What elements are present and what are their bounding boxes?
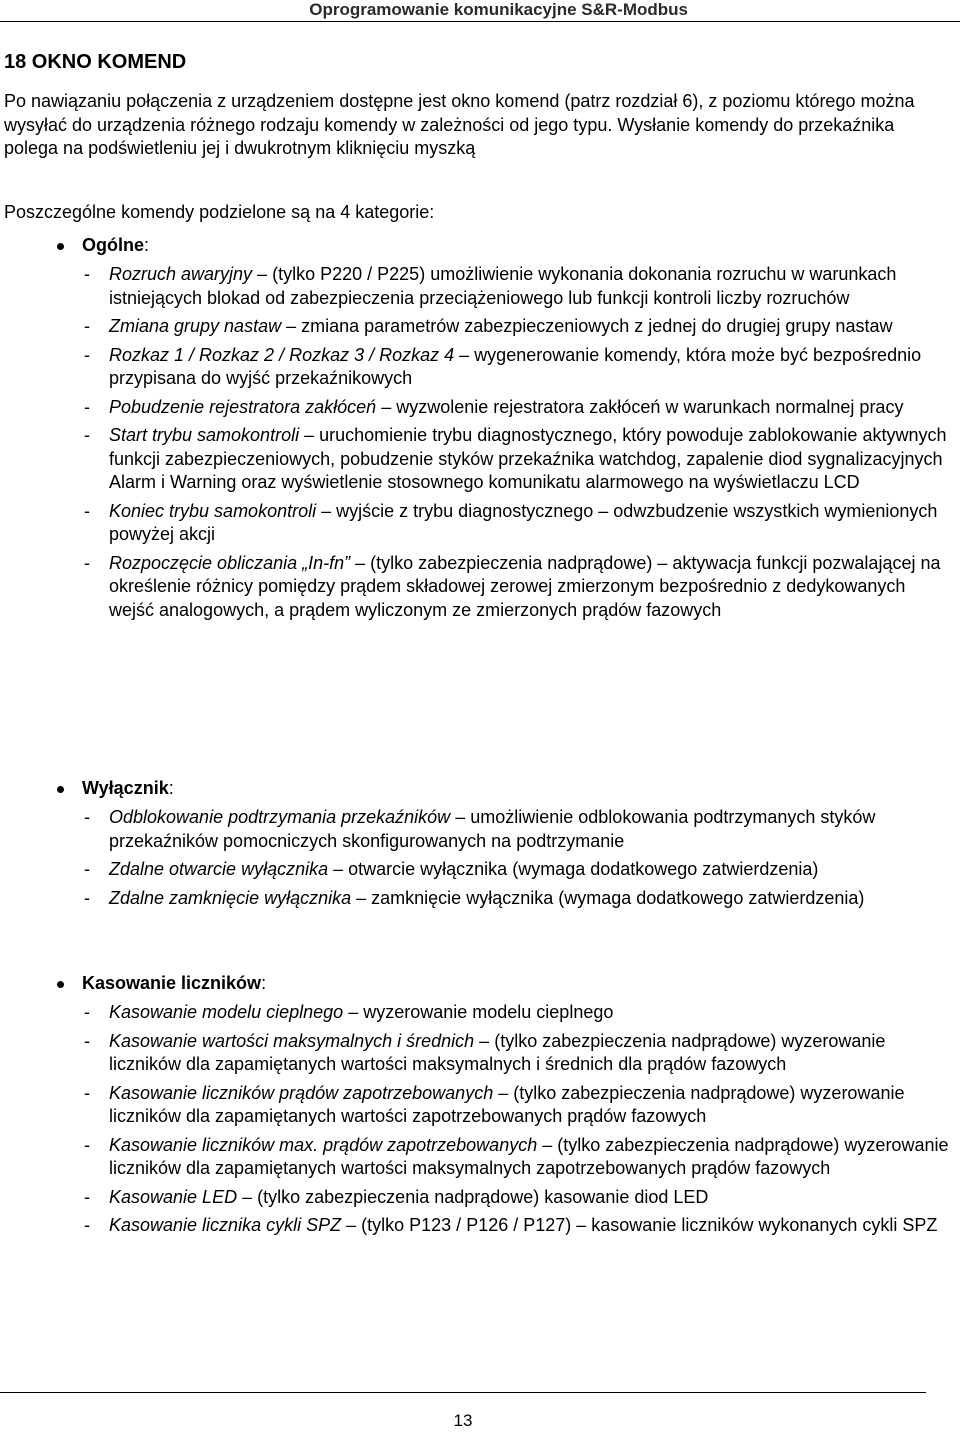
command-description: wyjście z trybu diagnostycznego – odwzbudzenie wszystkich wymienionych powyżej akcji (109, 500, 938, 544)
command-item: - Pobudzenie rejestratora zakłóceń – wyzwolenie rejestratora zakłóceń w warunkach normalnej pracy (0, 396, 950, 420)
command-name: Pobudzenie rejestratora zakłóceń (109, 396, 377, 417)
command-name: Zmiana grupy nastaw (109, 316, 282, 336)
intro-paragraph: Po nawiązaniu połączenia z urządzeniem dostępne jest okno komend (patrz rozdział 6), z poziomu którego można wysyłać do urządzenia różnego rodzaju komendy w zależności od jego typu. Wysłanie komendy do przekaźnika polega na podświetleniu jej i dwukrotnym kliknięciu myszką (4, 91, 915, 158)
bullet-icon (57, 243, 64, 250)
dash-marker: - (84, 859, 90, 879)
command-item: - Zmiana grupy nastaw – zmiana parametrów zabezpieczeniowych z jednej do drugiej grupy nastaw (0, 315, 950, 339)
command-name: Kasowanie modelu cieplnego (109, 1002, 344, 1022)
category-heading: Wyłącznik: (0, 777, 950, 801)
dash-marker: - (84, 887, 90, 908)
dash-marker: - (84, 264, 90, 284)
header-divider (0, 21, 960, 22)
category-heading: Ogólne: (0, 234, 950, 258)
command-name: Kasowanie wartości maksymalnych i średnich (109, 1030, 475, 1051)
command-item: - Rozkaz 1 / Rozkaz 2 / Rozkaz 3 / Rozkaz 4 – wygenerowanie komendy, która może być bezpośrednio przypisana do wyjść przekaźnikowych (84, 344, 922, 388)
command-name: Rozruch awaryjny (109, 264, 253, 284)
command-description: (tylko zabezpieczenia nadprądowe) wyzerowanie liczników dla zapamiętanych wartości maksymalnych zapotrzebowanych prądów fazowych (109, 1134, 949, 1178)
dash-marker: - (84, 1186, 90, 1207)
command-name: Kasowanie liczników max. prądów zapotrzebowanych (109, 1134, 538, 1155)
dash-marker: - (84, 1002, 90, 1022)
bullet-icon (57, 786, 64, 793)
command-name: Kasowanie licznika cykli SPZ (109, 1215, 342, 1235)
category-title: Ogólne (82, 235, 144, 255)
command-item: - Koniec trybu samokontroli – wyjście z trybu diagnostycznego – odwzbudzenie wszystkich wymienionych powyżej akcji (84, 500, 938, 544)
command-item: - Kasowanie liczników prądów zapotrzebowanych – (tylko zabezpieczenia nadprądowe) wyzerowanie liczników dla zapamiętanych wartości zapotrzebowanych prądów fazowych (84, 1082, 905, 1126)
dash-marker: - (84, 1134, 90, 1155)
command-item: - Kasowanie LED – (tylko zabezpieczenia nadprądowe) kasowanie diod LED (0, 1186, 950, 1210)
command-item: - Kasowanie modelu cieplnego – wyzerowanie modelu cieplnego (0, 1001, 950, 1025)
command-name: Odblokowanie podtrzymania przekaźników (109, 807, 451, 827)
command-description: wyzwolenie rejestratora zakłóceń w warunkach normalnej pracy (396, 396, 904, 417)
dash-marker: - (84, 1215, 90, 1235)
command-description: (tylko P123 / P126 / P127) – kasowanie liczników wykonanych cykli SPZ (361, 1215, 938, 1235)
dash-marker: - (84, 500, 90, 521)
categories-intro: Poszczególne komendy podzielone są na 4 kategorie: (4, 202, 435, 222)
command-item: - Kasowanie wartości maksymalnych i średnich – (tylko zabezpieczenia nadprądowe) wyzerowanie liczników dla zapamiętanych wartości maksymalnych i średnich dla prądów fazowych (84, 1030, 886, 1074)
command-list (0, 263, 950, 622)
command-name: Kasowanie liczników prądów zapotrzebowanych (109, 1082, 494, 1103)
dash-marker: - (84, 396, 90, 417)
command-item: - Zdalne zamknięcie wyłącznika – zamknięcie wyłącznika (wymaga dodatkowego zatwierdzenia) (0, 887, 950, 911)
page-number: 13 (453, 1411, 473, 1430)
command-name: Rozpoczęcie obliczania „In-fn” (109, 552, 351, 573)
category-breaker (0, 777, 950, 910)
category-title: Kasowanie liczników (82, 973, 262, 993)
dash-marker: - (84, 316, 90, 336)
command-description: wygenerowanie komendy, która może być bezpośrednio przypisana do wyjść przekaźnikowych (109, 344, 922, 388)
bullet-icon (57, 981, 64, 988)
category-general (0, 234, 950, 622)
command-description: wyzerowanie modelu cieplnego (363, 1002, 614, 1022)
dash-marker: - (84, 1082, 90, 1103)
command-description: umożliwienie odblokowania podtrzymanych styków przekaźników pomocniczych skonfigurowanych na podtrzymanie (109, 807, 876, 851)
command-name: Koniec trybu samokontroli (109, 500, 317, 521)
command-name: Rozkaz 1 / Rozkaz 2 / Rozkaz 3 / Rozkaz 4 (109, 344, 455, 365)
command-name: Start trybu samokontroli (109, 425, 300, 445)
command-list (0, 806, 950, 910)
category-heading: Kasowanie liczników: (0, 972, 950, 996)
command-description: otwarcie wyłącznika (wymaga dodatkowego zatwierdzenia) (348, 859, 819, 879)
command-description: (tylko zabezpieczenia nadprądowe) – aktywacja funkcji pozwalającej na określenie różnicy pomiędzy prądem składowej zerowej zmierzonym bezpośrednio z dedykowanych wejść analogowych, a prądem wyliczonym ze zmierzonych prądów fazowych (109, 552, 941, 620)
command-name: Kasowanie LED (109, 1186, 238, 1207)
running-header: Oprogramowanie komunikacyjne S&R-Modbus (309, 0, 688, 19)
command-description: (tylko P220 / P225) umożliwienie wykonania dokonania rozruchu w warunkach istniejących blokad od zabezpieczenia przeciążeniowego lub funkcji kontroli liczby rozruchów (109, 264, 897, 308)
command-description: zamknięcie wyłącznika (wymaga dodatkowego zatwierdzenia) (371, 887, 865, 908)
dash-marker: - (84, 425, 90, 445)
command-item: - Odblokowanie podtrzymania przekaźników – umożliwienie odblokowania podtrzymanych styków przekaźników pomocniczych skonfigurowanych na podtrzymanie (84, 807, 876, 851)
category-title: Wyłącznik (82, 778, 169, 798)
command-item: - Rozpoczęcie obliczania „In-fn” – (tylko zabezpieczenia nadprądowe) – aktywacja funkcji pozwalającej na określenie różnicy pomiędzy prądem składowej zerowej zmierzonym bezpośrednio z dedykowanych wejść analogowych, a prądem wyliczonym ze zmierzonych prądów fazowych (84, 552, 941, 620)
command-item: - Kasowanie licznika cykli SPZ – (tylko P123 / P126 / P127) – kasowanie liczników wykonanych cykli SPZ (0, 1214, 950, 1238)
dash-marker: - (84, 344, 90, 365)
dash-marker: - (84, 1030, 90, 1051)
command-name: Zdalne zamknięcie wyłącznika (109, 887, 352, 908)
dash-marker: - (84, 552, 90, 573)
command-name: Zdalne otwarcie wyłącznika (109, 859, 329, 879)
command-description: zmiana parametrów zabezpieczeniowych z jednej do drugiej grupy nastaw (301, 316, 893, 336)
command-description: (tylko zabezpieczenia nadprądowe) wyzerowanie liczników dla zapamiętanych wartości maksymalnych i średnich dla prądów fazowych (109, 1030, 886, 1074)
command-item: - Start trybu samokontroli – uruchomienie trybu diagnostycznego, który powoduje zablokowanie aktywnych funkcji zabezpieczeniowych, pobudzenie styków przekaźnika watchdog, zapalenie diod sygnalizacyjnych Alarm i Warning oraz wyświetlenie stosownego komunikatu alarmowego na wyświetlaczu LCD (84, 425, 947, 492)
command-item: - Kasowanie liczników max. prądów zapotrzebowanych – (tylko zabezpieczenia nadprądowe) wyzerowanie liczników dla zapamiętanych wartości maksymalnych zapotrzebowanych prądów fazowych (84, 1134, 949, 1178)
command-item: - Rozruch awaryjny – (tylko P220 / P225) umożliwienie wykonania dokonania rozruchu w warunkach istniejących blokad od zabezpieczenia przeciążeniowego lub funkcji kontroli liczby rozruchów (84, 264, 897, 308)
section-title: 18 OKNO KOMEND (4, 51, 187, 73)
command-item: - Zdalne otwarcie wyłącznika – otwarcie wyłącznika (wymaga dodatkowego zatwierdzenia) (0, 858, 950, 882)
command-description: (tylko zabezpieczenia nadprądowe) wyzerowanie liczników dla zapamiętanych wartości zapotrzebowanych prądów fazowych (109, 1082, 905, 1126)
footer-divider (0, 1392, 926, 1393)
category-counter-reset (0, 972, 950, 1238)
command-list (0, 1001, 950, 1238)
command-description: (tylko zabezpieczenia nadprądowe) kasowanie diod LED (257, 1186, 709, 1207)
dash-marker: - (84, 807, 90, 827)
command-description: uruchomienie trybu diagnostycznego, który powoduje zablokowanie aktywnych funkcji zabezpieczeniowych, pobudzenie styków przekaźnika watchdog, zapalenie diod sygnalizacyjnych Alarm i Warning oraz wyświetlenie stosownego komunikatu alarmowego na wyświetlaczu LCD (109, 425, 947, 492)
